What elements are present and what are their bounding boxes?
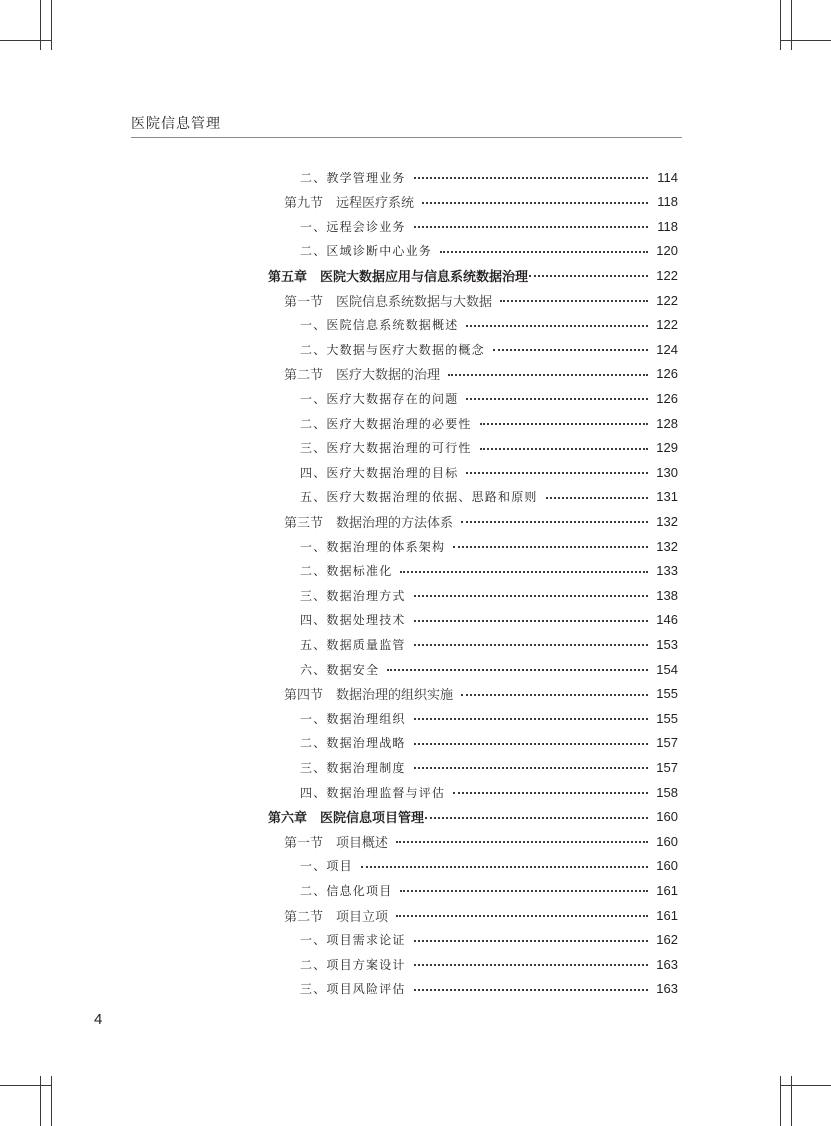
toc-entry-title: 一、远程会诊业务 <box>300 219 406 234</box>
dot-leader <box>546 497 648 499</box>
crop-mark <box>780 1076 781 1126</box>
toc-entry-chapter[interactable] <box>268 805 678 829</box>
toc-entry-title: 二、区域诊断中心业务 <box>300 244 433 259</box>
toc-entry-item[interactable] <box>300 952 678 976</box>
dot-leader <box>466 398 648 400</box>
toc-entry-item[interactable] <box>300 706 678 730</box>
crop-mark <box>791 1076 792 1126</box>
toc-entry-page: 126 <box>656 366 678 382</box>
crop-mark <box>780 40 831 41</box>
toc-entry-title: 二、大数据与医疗大数据的概念 <box>300 342 485 357</box>
toc-entry-page: 158 <box>656 784 678 800</box>
toc-entry-page: 160 <box>656 858 678 874</box>
dot-leader <box>500 300 648 302</box>
toc-entry-section[interactable] <box>284 829 678 853</box>
dot-leader <box>480 423 648 425</box>
toc-entry-page: 162 <box>656 932 678 948</box>
toc-entry-title: 一、医疗大数据存在的问题 <box>300 391 459 406</box>
toc-entry-page: 132 <box>656 513 678 529</box>
toc-entry-page: 157 <box>656 759 678 775</box>
toc-entry-title: 第一节 医院信息系统数据与大数据 <box>284 294 493 310</box>
dot-leader <box>414 620 648 622</box>
toc-entry-page: 126 <box>656 390 678 406</box>
toc-entry-section[interactable] <box>284 509 678 533</box>
toc-entry-item[interactable] <box>300 632 678 656</box>
toc-entry-title: 三、数据治理方式 <box>300 588 406 603</box>
dot-leader <box>453 792 648 794</box>
toc-entry-title: 三、医疗大数据治理的可行性 <box>300 441 472 456</box>
toc-entry-title: 一、数据治理的体系架构 <box>300 539 446 554</box>
dot-leader <box>400 571 648 573</box>
toc-entry-item[interactable] <box>300 854 678 878</box>
toc-entry-title: 四、医疗大数据治理的目标 <box>300 465 459 480</box>
toc-entry-title: 第五章 医院大数据应用与信息系统数据治理 <box>268 269 529 285</box>
toc-entry-page: 155 <box>656 686 678 702</box>
dot-leader <box>529 275 648 277</box>
toc-entry-item[interactable] <box>300 411 678 435</box>
running-header-title: 医院信息管理 <box>131 116 221 132</box>
toc-entry-page: 163 <box>656 981 678 997</box>
toc-entry-title: 一、数据治理组织 <box>300 711 406 726</box>
dot-leader <box>414 226 648 228</box>
toc-entry-title: 第三节 数据治理的方法体系 <box>284 515 454 531</box>
toc-entry-title: 五、数据质量监管 <box>300 637 406 652</box>
dot-leader <box>414 964 648 966</box>
toc-entry-page: 154 <box>656 661 678 677</box>
dot-leader <box>387 669 648 671</box>
toc-entry-page: 114 <box>657 169 678 185</box>
crop-mark <box>791 0 792 50</box>
crop-mark <box>0 1085 52 1086</box>
toc-entry-title: 二、项目方案设计 <box>300 957 406 972</box>
dot-leader <box>414 743 648 745</box>
dot-leader <box>440 251 648 253</box>
toc-entry-item[interactable] <box>300 386 678 410</box>
crop-mark <box>40 1076 41 1126</box>
toc-entry-title: 二、数据治理战略 <box>300 736 406 751</box>
toc-entry-title: 三、项目风险评估 <box>300 982 406 997</box>
toc-entry-item[interactable] <box>300 878 678 902</box>
toc-entry-page: 161 <box>656 907 678 923</box>
toc-entry-title: 二、信息化项目 <box>300 883 393 898</box>
dot-leader <box>461 694 648 696</box>
toc-entry-page: 118 <box>657 194 678 210</box>
toc-entry-page: 157 <box>656 735 678 751</box>
toc-entry-title: 六、数据安全 <box>300 662 380 677</box>
toc-entry-item[interactable] <box>300 534 678 558</box>
toc-entry-page: 131 <box>656 489 678 505</box>
toc-entry-title: 四、数据处理技术 <box>300 613 406 628</box>
toc-entry-title: 二、医疗大数据治理的必要性 <box>300 416 472 431</box>
toc-entry-item[interactable] <box>300 928 678 952</box>
toc-entry-section[interactable] <box>284 362 678 386</box>
dot-leader <box>414 718 648 720</box>
toc-entry-item[interactable] <box>300 214 678 238</box>
dot-leader <box>396 915 648 917</box>
toc-entry-title: 四、数据治理监督与评估 <box>300 785 446 800</box>
toc-entry-item[interactable] <box>300 337 678 361</box>
toc-entry-page: 163 <box>656 956 678 972</box>
toc-entry-item[interactable] <box>300 977 678 1001</box>
toc-entry-item[interactable] <box>300 485 678 509</box>
toc-entry-page: 132 <box>656 538 678 554</box>
toc-entry-item[interactable] <box>300 657 678 681</box>
toc-entry-item[interactable] <box>300 755 678 779</box>
toc-entry-title: 第二节 医疗大数据的治理 <box>284 368 441 384</box>
toc-entry-title: 二、教学管理业务 <box>300 170 406 185</box>
toc-entry-page: 122 <box>656 267 678 283</box>
crop-mark <box>780 1085 831 1086</box>
page-number: 4 <box>94 1011 103 1028</box>
toc-entry-title: 第六章 医院信息项目管理 <box>268 811 425 827</box>
toc-entry-title: 二、数据标准化 <box>300 564 393 579</box>
toc-entry-page: 138 <box>656 587 678 603</box>
dot-leader <box>461 521 648 523</box>
toc-entry-title: 第二节 项目立项 <box>284 909 389 925</box>
dot-leader <box>414 177 648 179</box>
dot-leader <box>466 325 648 327</box>
dot-leader <box>396 841 648 843</box>
toc-entry-section[interactable] <box>284 903 678 927</box>
dot-leader <box>414 989 648 991</box>
toc-entry-item[interactable] <box>300 239 678 263</box>
toc-entry-title: 一、医院信息系统数据概述 <box>300 318 459 333</box>
toc-entry-page: 118 <box>657 218 678 234</box>
dot-leader <box>448 374 648 376</box>
toc-entry-page: 153 <box>656 636 678 652</box>
toc-entry-page: 160 <box>656 833 678 849</box>
toc-entry-page: 146 <box>656 612 678 628</box>
toc-entry-item[interactable] <box>300 559 678 583</box>
toc-entry-item[interactable] <box>300 436 678 460</box>
toc-entry-section[interactable] <box>284 190 678 214</box>
toc-entry-page: 128 <box>656 415 678 431</box>
toc-entry-item[interactable] <box>300 460 678 484</box>
toc-entry-page: 161 <box>656 882 678 898</box>
toc-entry-title: 一、项目需求论证 <box>300 933 406 948</box>
dot-leader <box>414 595 648 597</box>
toc-entry-item[interactable] <box>300 165 678 189</box>
crop-mark <box>40 0 41 50</box>
dot-leader <box>400 890 648 892</box>
toc-entry-page: 130 <box>656 464 678 480</box>
toc-entry-item[interactable] <box>300 608 678 632</box>
toc-entry-page: 129 <box>656 440 678 456</box>
dot-leader <box>414 767 648 769</box>
toc-entry-page: 124 <box>656 341 678 357</box>
dot-leader <box>361 866 648 868</box>
crop-mark <box>0 40 52 41</box>
header-rule <box>131 137 682 138</box>
toc-entry-page: 122 <box>656 292 678 308</box>
dot-leader <box>493 349 648 351</box>
toc-entry-chapter[interactable] <box>268 263 678 287</box>
toc-entry-title: 一、项目 <box>300 859 353 874</box>
toc-entry-item[interactable] <box>300 313 678 337</box>
toc-entry-title: 第一节 项目概述 <box>284 835 389 851</box>
dot-leader <box>480 448 648 450</box>
toc-entry-page: 160 <box>656 809 678 825</box>
toc-entry-page: 155 <box>656 710 678 726</box>
toc-entry-item[interactable] <box>300 583 678 607</box>
toc-entry-item[interactable] <box>300 731 678 755</box>
crop-mark <box>51 1076 52 1126</box>
dot-leader <box>422 202 648 204</box>
toc-entry-title: 第九节 远程医疗系统 <box>284 196 415 212</box>
dot-leader <box>425 817 648 819</box>
toc-entry-section[interactable] <box>284 682 678 706</box>
crop-mark <box>51 0 52 50</box>
toc-entry-page: 120 <box>656 243 678 259</box>
toc-entry-title: 第四节 数据治理的组织实施 <box>284 688 454 704</box>
dot-leader <box>414 644 648 646</box>
toc-entry-page: 133 <box>656 563 678 579</box>
toc-entry-title: 五、医疗大数据治理的依据、思路和原则 <box>300 490 538 505</box>
toc-entry-title: 三、数据治理制度 <box>300 760 406 775</box>
dot-leader <box>414 940 648 942</box>
toc-entry-section[interactable] <box>284 288 678 312</box>
toc-entry-item[interactable] <box>300 780 678 804</box>
dot-leader <box>466 472 648 474</box>
toc-entry-page: 122 <box>656 317 678 333</box>
crop-mark <box>780 0 781 50</box>
dot-leader <box>453 546 648 548</box>
